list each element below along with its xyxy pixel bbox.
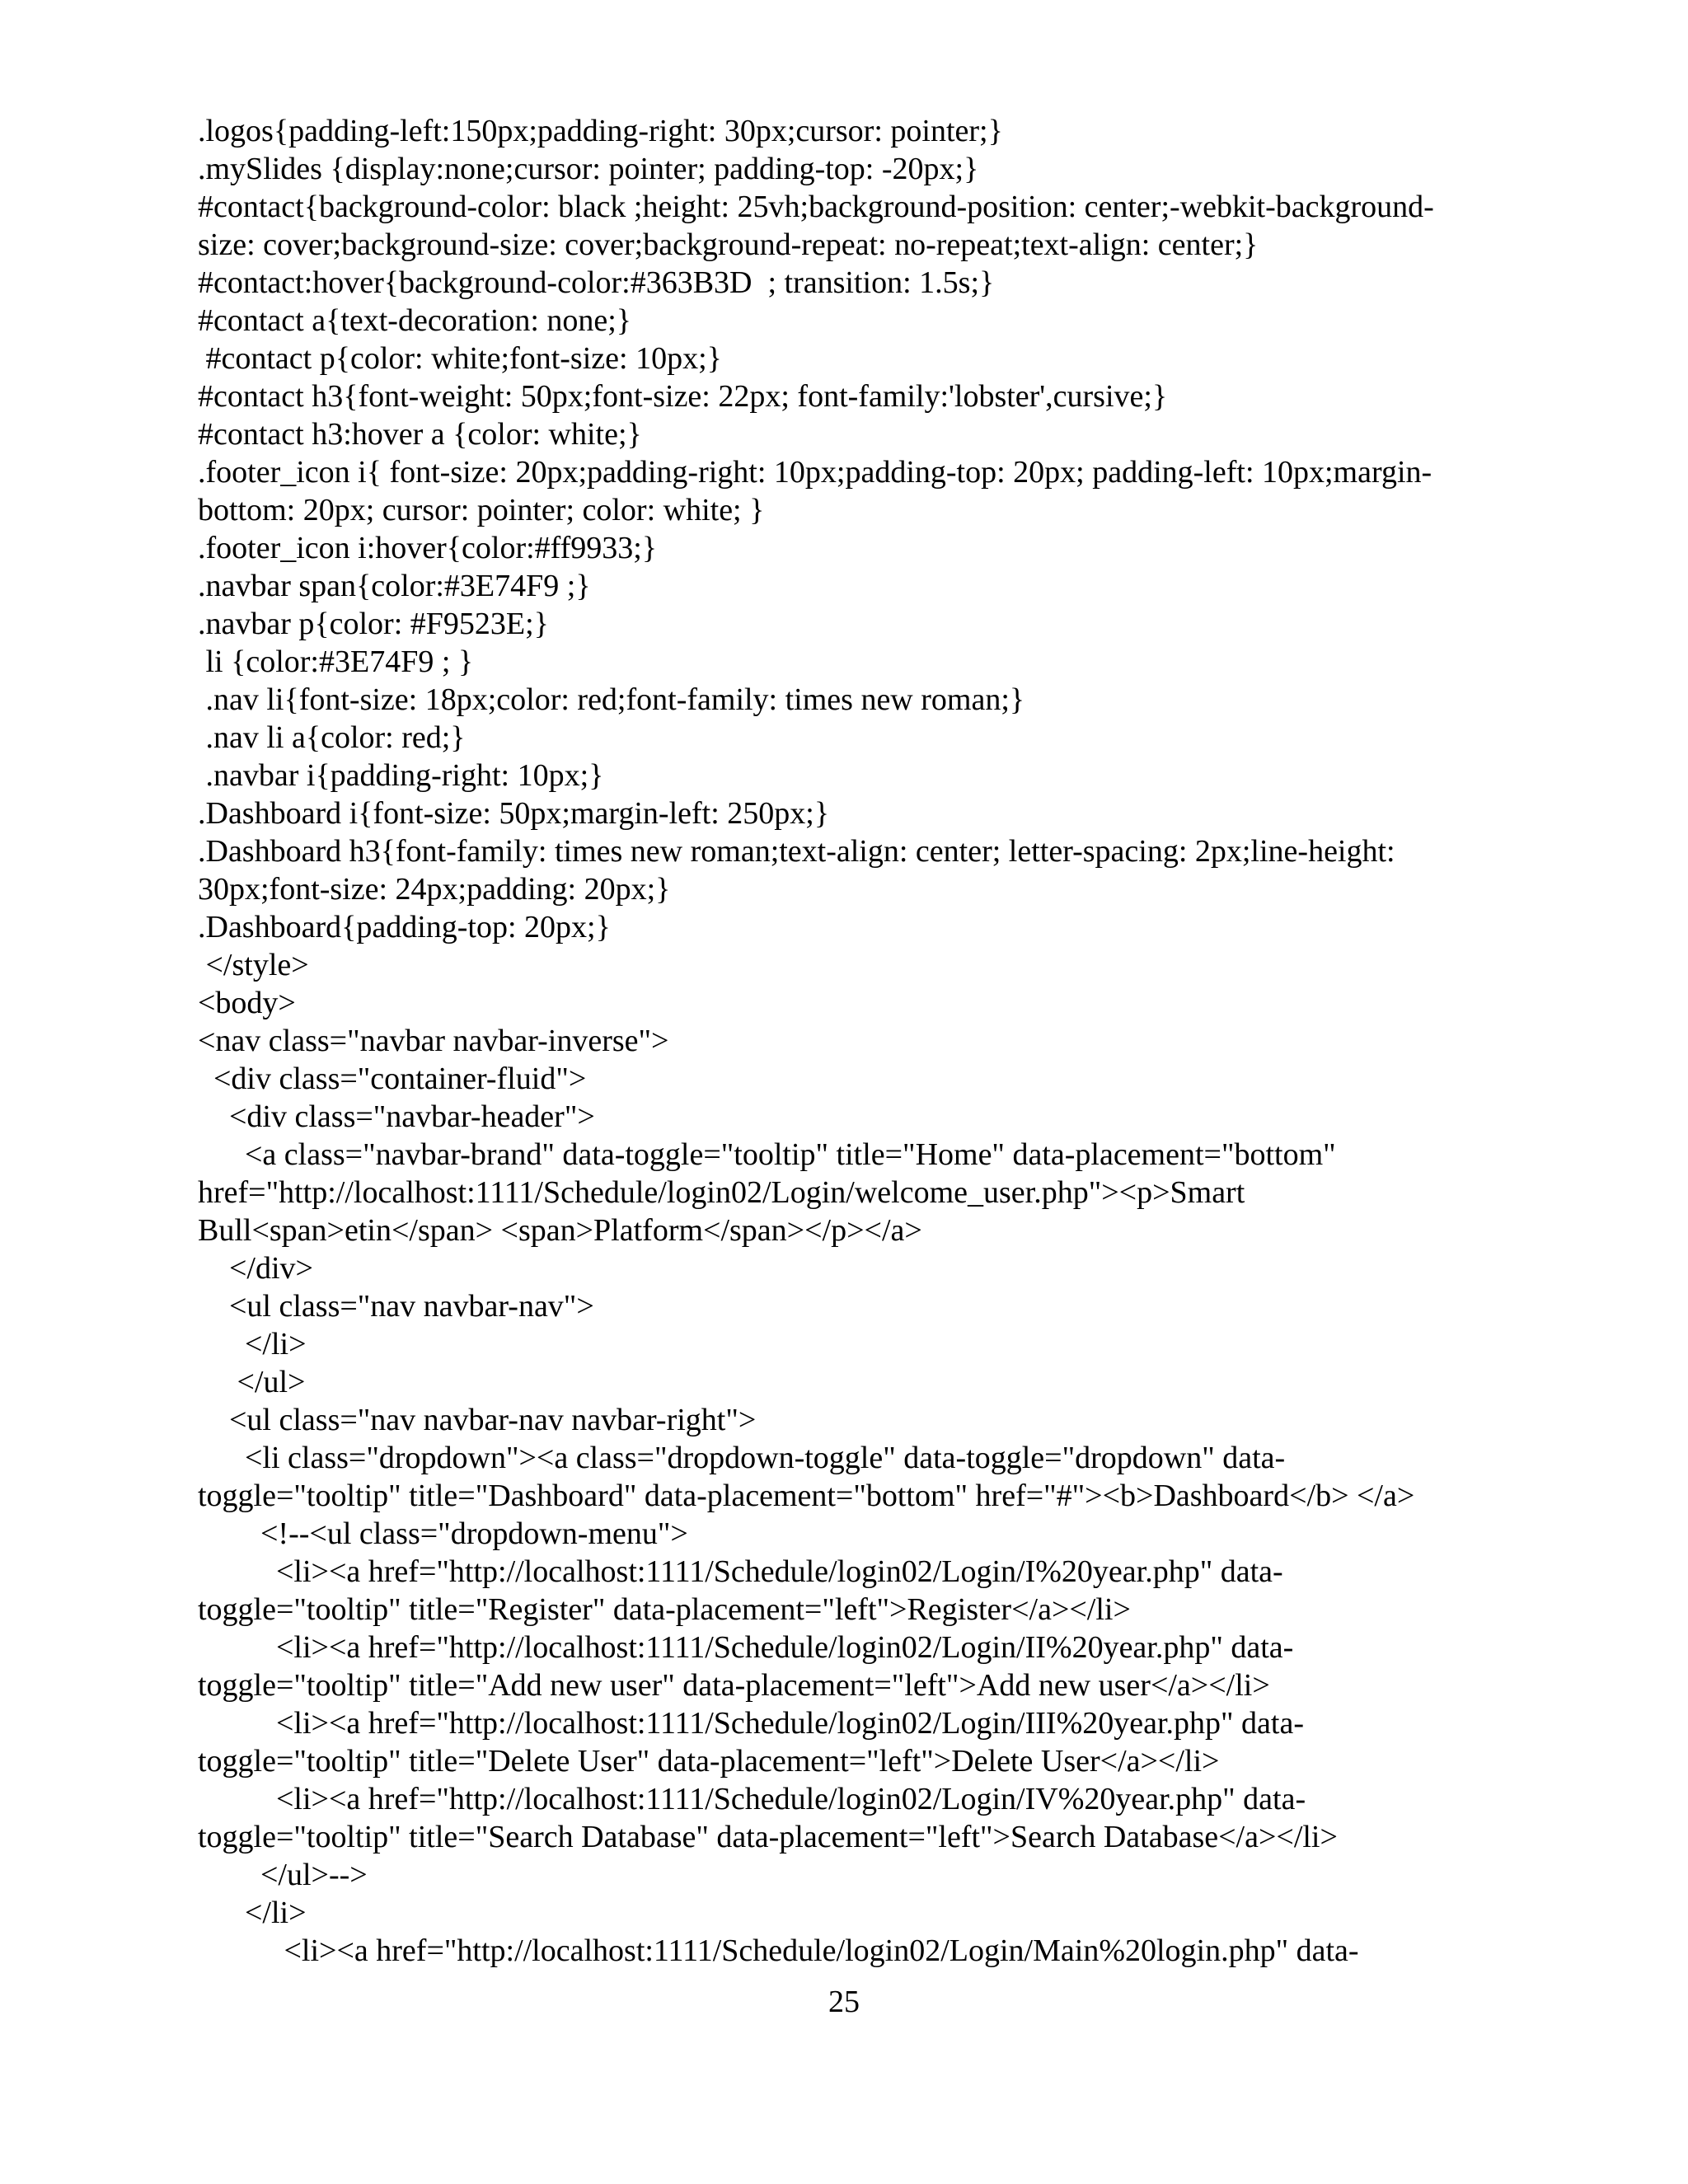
page-number: 25	[828, 1985, 860, 2019]
code-line: </li>	[198, 1896, 307, 1930]
code-line: .Dashboard{padding-top: 20px;}	[198, 910, 611, 944]
code-line: #contact h3{font-weight: 50px;font-size: 22px; font-family:'lobster',cursive;}	[198, 379, 1168, 414]
code-line: .nav li{font-size: 18px;color: red;font-family: times new roman;}	[198, 682, 1025, 717]
code-line: .navbar i{padding-right: 10px;}	[198, 758, 604, 793]
code-line: toggle="tooltip" title="Dashboard" data-placement="bottom" href="#"><b>Dashboard</b> </a>	[198, 1479, 1415, 1513]
code-line: </ul>	[198, 1365, 306, 1399]
code-line: .footer_icon i:hover{color:#ff9933;}	[198, 531, 658, 565]
code-line: href="http://localhost:1111/Schedule/login02/Login/welcome_user.php"><p>Smart	[198, 1175, 1245, 1210]
code-line: bottom: 20px; cursor: pointer; color: white; }	[198, 493, 765, 527]
code-line: .nav li a{color: red;}	[198, 720, 466, 755]
code-line: size: cover;background-size: cover;background-repeat: no-repeat;text-align: center;}	[198, 227, 1259, 262]
code-line: .mySlides {display:none;cursor: pointer; padding-top: -20px;}	[198, 152, 979, 186]
code-line: <li class="dropdown"><a class="dropdown-toggle" data-toggle="dropdown" data-	[198, 1441, 1286, 1475]
code-line: <!--<ul class="dropdown-menu">	[198, 1516, 688, 1551]
code-line: </ul>-->	[198, 1858, 368, 1892]
code-line: <div class="navbar-header">	[198, 1099, 595, 1134]
code-line: </div>	[198, 1251, 313, 1286]
code-line: <ul class="nav navbar-nav">	[198, 1289, 594, 1324]
code-line: #contact:hover{background-color:#363B3D ; transition: 1.5s;}	[198, 265, 995, 300]
code-line: </li>	[198, 1327, 307, 1361]
code-line: Bull<span>etin</span> <span>Platform</span></p></a>	[198, 1213, 922, 1248]
code-line: #contact{background-color: black ;height: 25vh;background-position: center;-webkit-background-	[198, 190, 1434, 224]
code-line: <div class="container-fluid">	[198, 1062, 587, 1096]
code-listing	[198, 112, 1517, 1970]
code-line: <nav class="navbar navbar-inverse">	[198, 1024, 669, 1058]
code-line: #contact p{color: white;font-size: 10px;}	[198, 341, 722, 376]
code-line: <li><a href="http://localhost:1111/Schedule/login02/Login/Main%20login.php" data-	[198, 1933, 1359, 1968]
code-line: <li><a href="http://localhost:1111/Schedule/login02/Login/I%20year.php" data-	[198, 1554, 1283, 1589]
code-line: <li><a href="http://localhost:1111/Schedule/login02/Login/II%20year.php" data-	[198, 1630, 1294, 1665]
code-line: <li><a href="http://localhost:1111/Schedule/login02/Login/IV%20year.php" data-	[198, 1782, 1306, 1816]
code-line: <ul class="nav navbar-nav navbar-right">	[198, 1403, 757, 1437]
code-line: toggle="tooltip" title="Register" data-placement="left">Register</a></li>	[198, 1592, 1131, 1627]
code-line: .Dashboard i{font-size: 50px;margin-left: 250px;}	[198, 796, 830, 831]
code-line: </style>	[198, 948, 309, 982]
code-line: toggle="tooltip" title="Delete User" data-placement="left">Delete User</a></li>	[198, 1744, 1220, 1779]
code-line: .logos{padding-left:150px;padding-right: 30px;cursor: pointer;}	[198, 114, 1003, 148]
code-line: toggle="tooltip" title="Add new user" data-placement="left">Add new user</a></li>	[198, 1668, 1270, 1703]
code-line: .navbar p{color: #F9523E;}	[198, 607, 549, 641]
code-line: <li><a href="http://localhost:1111/Schedule/login02/Login/III%20year.php" data-	[198, 1706, 1304, 1741]
code-line: #contact h3:hover a {color: white;}	[198, 417, 642, 452]
code-line: 30px;font-size: 24px;padding: 20px;}	[198, 872, 671, 907]
code-line: .navbar span{color:#3E74F9 ;}	[198, 569, 591, 603]
code-line: .Dashboard h3{font-family: times new roman;text-align: center; letter-spacing: 2px;line-height:	[198, 834, 1395, 869]
code-line: #contact a{text-decoration: none;}	[198, 303, 632, 338]
code-line: <body>	[198, 986, 296, 1020]
code-line: toggle="tooltip" title="Search Database" data-placement="left">Search Database</a></li>	[198, 1820, 1338, 1854]
code-line: <a class="navbar-brand" data-toggle="tooltip" title="Home" data-placement="bottom"	[198, 1137, 1336, 1172]
code-line: li {color:#3E74F9 ; }	[198, 644, 474, 679]
code-line: .footer_icon i{ font-size: 20px;padding-right: 10px;padding-top: 20px; padding-left: 10px;margin-	[198, 455, 1432, 490]
